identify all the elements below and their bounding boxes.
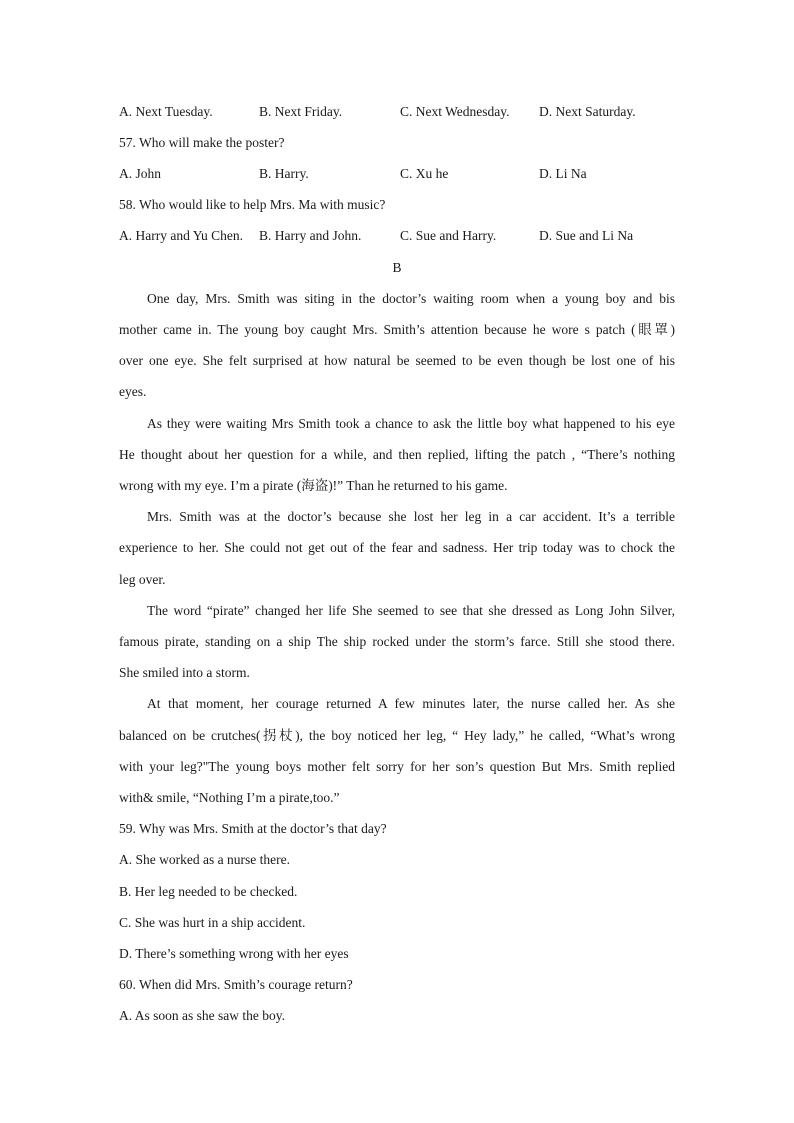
passage-line: wrong with my eye. I’m a pirate (海盗)!” Than he returned to his game. [119,478,508,493]
q57-options [119,166,675,182]
q57-option-d: D. Li Na [539,166,587,181]
q57-option-b: B. Harry. [259,166,309,181]
passage-line: The word “pirate” changed her life She seemed to see that she dressed as Long John Silver, [147,603,675,618]
q59-option-d: D. There’s something wrong with her eyes [119,946,349,961]
passage-line: over one eye. She felt surprised at how natural be seemed to be even though be lost one of his [119,353,675,368]
passage-line: He thought about her question for a while, and then replied, lifting the patch , “There’s nothing [119,447,675,462]
passage-line: leg over. [119,572,166,587]
passage-line: mother came in. The young boy caught Mrs. Smith’s attention because he wore s patch (眼罩) [119,322,675,337]
q56-option-b: B. Next Friday. [259,104,343,119]
q57-option-c: C. Xu he [400,166,449,181]
q58-option-d: D. Sue and Li Na [539,228,634,243]
q58-option-b: B. Harry and John. [259,228,362,243]
q59-option-a: A. She worked as a nurse there. [119,852,290,867]
q58-option-c: C. Sue and Harry. [400,228,497,243]
q59-question: 59. Why was Mrs. Smith at the doctor’s that day? [119,821,387,836]
q58-options [119,228,675,244]
q58-option-a: A. Harry and Yu Chen. [119,228,243,243]
q58-question: 58. Who would like to help Mrs. Ma with music? [119,197,386,212]
q56-option-c: C. Next Wednesday. [400,104,510,119]
section-label: B [392,260,402,275]
q59-option-c: C. She was hurt in a ship accident. [119,915,306,930]
passage-line: At that moment, her courage returned A few minutes later, the nurse called her. As she [147,696,675,711]
passage-line: with& smile, “Nothing I’m a pirate,too.” [119,790,340,805]
passage-line: experience to her. She could not get out of the fear and sadness. Her trip today was to chock the [119,540,675,555]
passage-line: Mrs. Smith was at the doctor’s because she lost her leg in a car accident. It’s a terrible [147,509,675,524]
passage-line: balanced on be crutches(拐杖), the boy noticed her leg, “ Hey lady,” he called, “What’s wrong [119,728,675,743]
passage-line: One day, Mrs. Smith was siting in the doctor’s waiting room when a young boy and bis [147,291,675,306]
q59-option-b: B. Her leg needed to be checked. [119,884,298,899]
passage-line: As they were waiting Mrs Smith took a chance to ask the little boy what happened to his eye [147,416,675,431]
passage-line: She smiled into a storm. [119,665,250,680]
passage-line: with your leg?"The young boys mother felt sorry for her son’s question But Mrs. Smith replied [119,759,675,774]
q56-option-a: A. Next Tuesday. [119,104,213,119]
q56-option-d: D. Next Saturday. [539,104,636,119]
q60-question: 60. When did Mrs. Smith’s courage return? [119,977,353,992]
q57-question: 57. Who will make the poster? [119,135,285,150]
passage-line: famous pirate, standing on a ship The ship rocked under the storm’s farce. Still she stood there. [119,634,675,649]
passage-line: eyes. [119,384,147,399]
q56-options [119,104,675,120]
q57-option-a: A. John [119,166,162,181]
q60-option-a: A. As soon as she saw the boy. [119,1008,285,1023]
